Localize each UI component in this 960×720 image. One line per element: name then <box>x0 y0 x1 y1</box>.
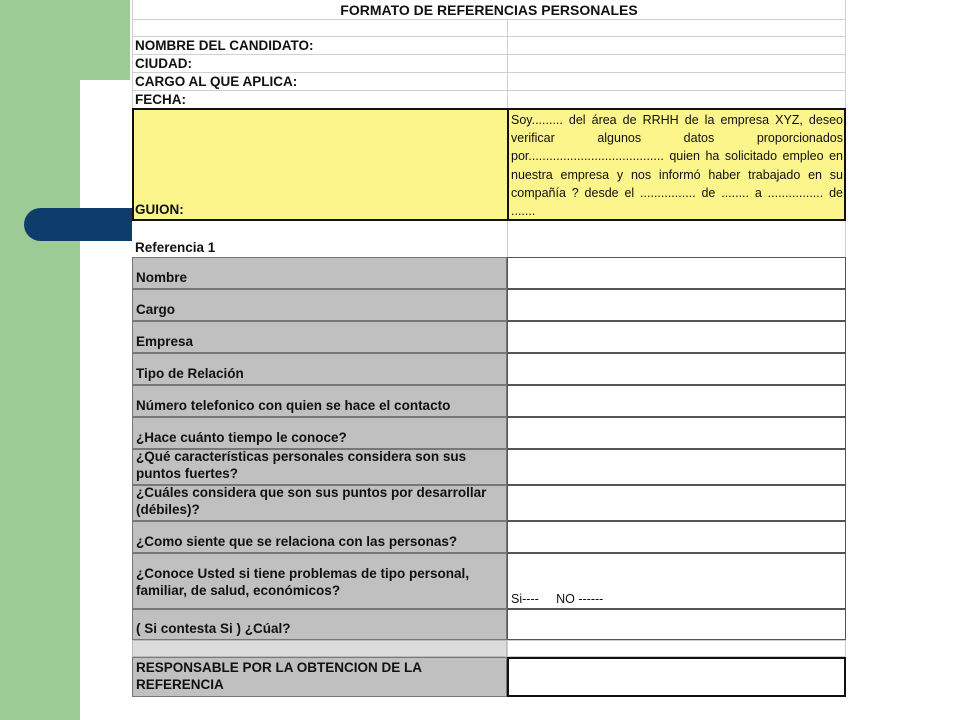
slide-top-strip <box>80 0 130 80</box>
table-row <box>132 485 846 521</box>
input-tipo-relacion[interactable] <box>507 353 846 385</box>
date-label: FECHA: <box>135 92 186 107</box>
row-label-puntos-fuertes: ¿Qué características personales considera son sus puntos fuertes? <box>132 449 507 485</box>
slide-accent-bar <box>24 208 132 241</box>
table-row <box>132 353 846 385</box>
row-label-nombre: Nombre <box>132 257 507 289</box>
row-label-cual: ( Si contesta Si ) ¿Cúal? <box>132 609 507 640</box>
input-problemas[interactable]: Si---- NO ------ <box>507 553 846 609</box>
slide-corner-curve <box>80 80 130 720</box>
input-responsable[interactable] <box>507 657 846 697</box>
table-row <box>132 385 846 417</box>
table-row <box>132 553 846 609</box>
table-row <box>132 257 846 289</box>
input-cargo[interactable] <box>507 289 846 321</box>
table-row <box>132 609 846 640</box>
position-label: CARGO AL QUE APLICA: <box>135 74 298 89</box>
input-telefono[interactable] <box>507 385 846 417</box>
reference-heading: Referencia 1 <box>135 240 216 255</box>
table-row <box>132 321 846 353</box>
input-nombre[interactable] <box>507 257 846 289</box>
table-row-spacer <box>132 640 846 657</box>
spacer-cell <box>507 640 846 657</box>
script-label: GUION: <box>135 202 184 217</box>
row-label-responsable: RESPONSABLE POR LA OBTENCION DE LA REFERENCIA <box>132 657 507 697</box>
candidate-name-label: NOMBRE DEL CANDIDATO: <box>135 38 314 53</box>
row-label-relaciona: ¿Como siente que se relaciona con las personas? <box>132 521 507 553</box>
table-row <box>132 289 846 321</box>
reference-form-sheet <box>132 0 846 697</box>
row-label-problemas: ¿Conoce Usted si tiene problemas de tipo personal, familiar, de salud, económicos? <box>132 553 507 609</box>
input-relaciona[interactable] <box>507 521 846 553</box>
row-label-tipo-relacion: Tipo de Relación <box>132 353 507 385</box>
row-label-cargo: Cargo <box>132 289 507 321</box>
input-puntos-debiles[interactable] <box>507 485 846 521</box>
script-divider <box>507 108 509 221</box>
input-cual[interactable] <box>507 609 846 640</box>
script-text: Soy......... del área de RRHH de la empresa XYZ, deseo verificar algunos datos proporcionados por....................................... quien ha solicitado empleo en nuestra empresa y nos informó haber trabajado en su compañía ? desde el ................ de ........ a ................ de ....... <box>511 113 843 219</box>
input-empresa[interactable] <box>507 321 846 353</box>
table-row <box>132 449 846 485</box>
table-row <box>132 417 846 449</box>
form-title: FORMATO DE REFERENCIAS PERSONALES <box>340 2 638 18</box>
spacer-cell <box>132 640 507 657</box>
row-label-tiempo-conoce: ¿Hace cuánto tiempo le conoce? <box>132 417 507 449</box>
table-row <box>132 657 846 697</box>
city-label: CIUDAD: <box>135 56 192 71</box>
row-label-empresa: Empresa <box>132 321 507 353</box>
row-label-telefono: Número telefonico con quien se hace el contacto <box>132 385 507 417</box>
slide-side-band <box>0 0 80 720</box>
row-label-puntos-debiles: ¿Cuáles considera que son sus puntos por desarrollar (débiles)? <box>132 485 507 521</box>
table-row <box>132 521 846 553</box>
input-tiempo-conoce[interactable] <box>507 417 846 449</box>
input-puntos-fuertes[interactable] <box>507 449 846 485</box>
